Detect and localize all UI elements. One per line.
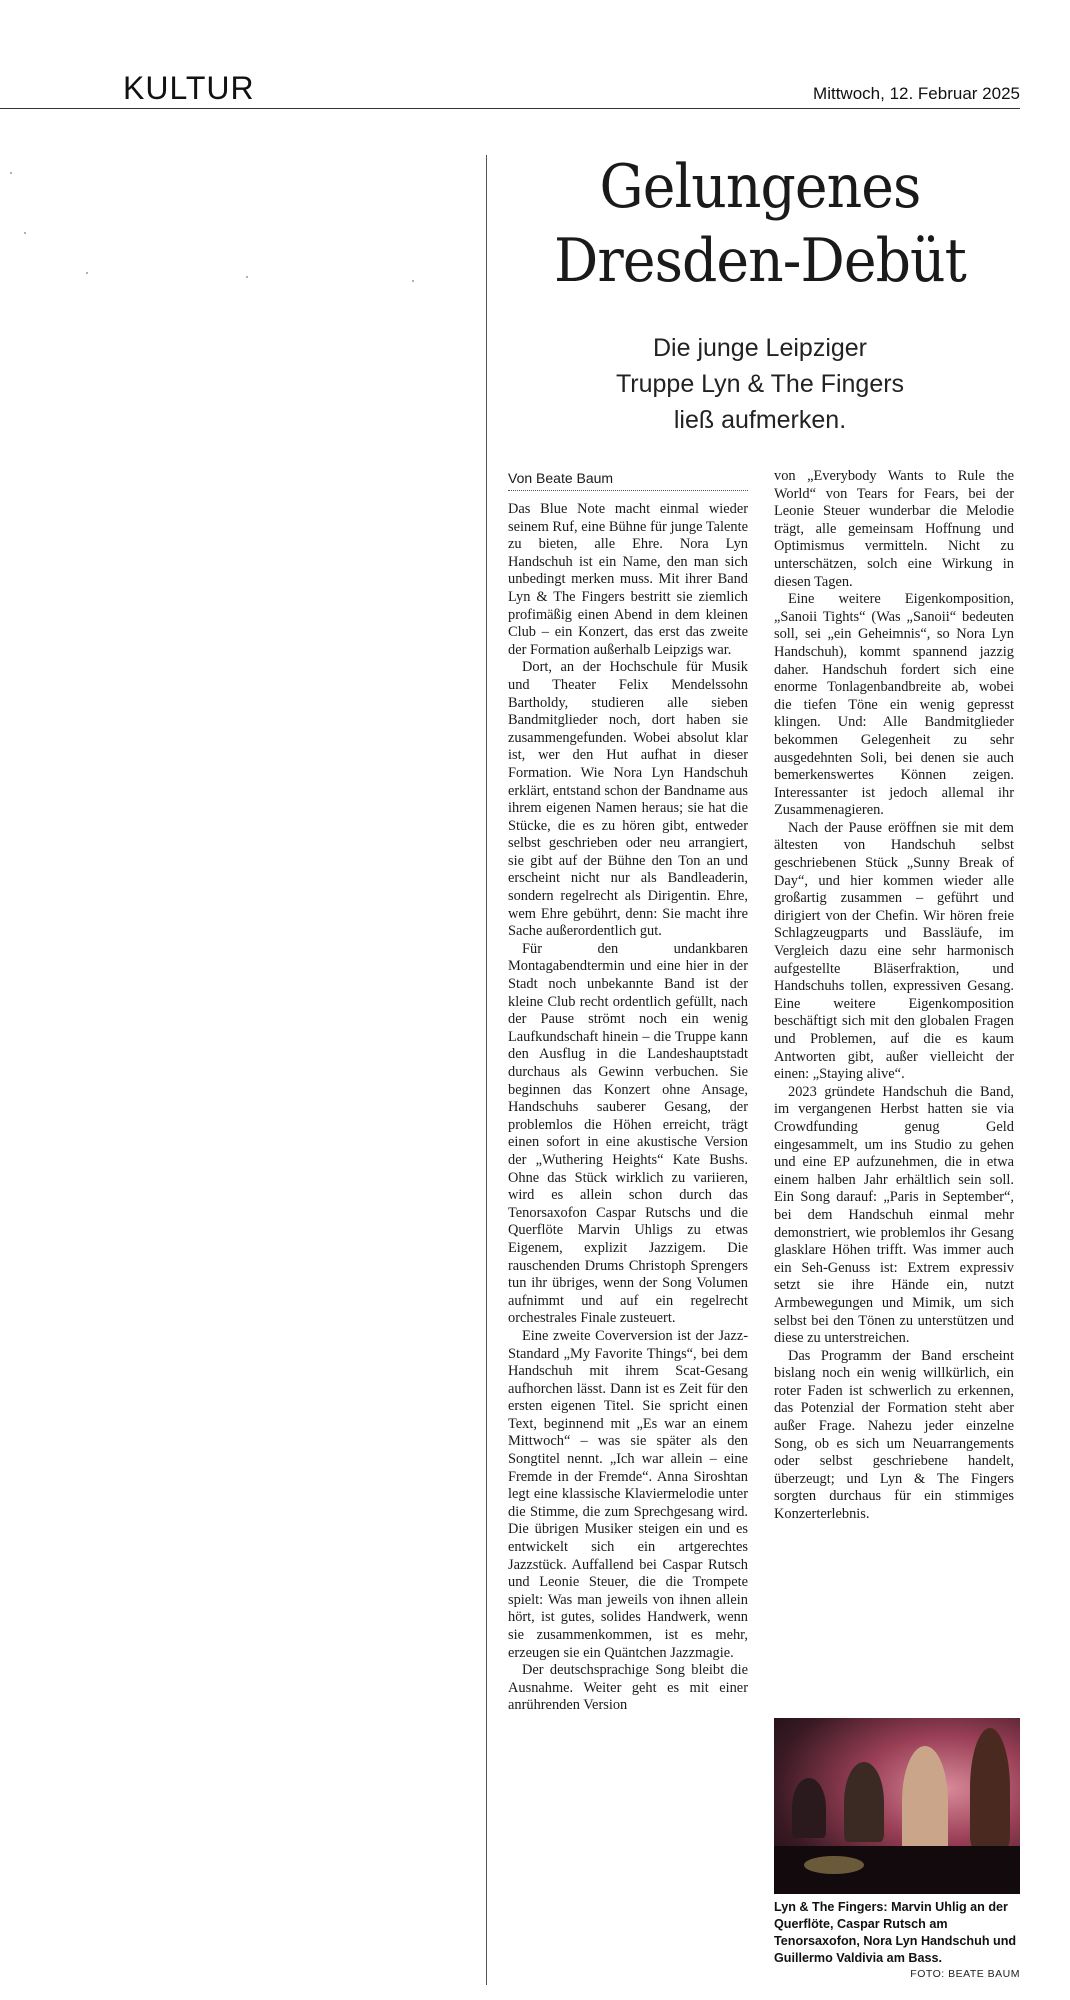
paragraph: Eine zweite Coverversion ist der Jazz-Standard „My Favorite Things“, bei dem Handschuh mit ihrem Scat-Gesang aufhorchen lässt. Dann ist es Zeit für den ersten eigenen Titel. Sie spricht einen Text, beginnend mit „Es war an einem Mittwoch“ – was sie später als den Songtitel nennt. „Ich war allein – eine Fremde in der Fremde“. Anna Siroshtan legt eine klassische Klaviermelodie unter die Stimme, die zum Sprechgesang wird. Die übrigen Musiker steigen ein und es entwickelt sich ein artgerechtes Jazzstück. Auffallend bei Caspar Rutsch und Leonie Steuer, die die Trompete spielt: Was man jeweils von ihnen allein hört, ist gutes, solides Handwerk, wenn sie zusammenkommen, ist es mehr, erzeugen sie ein Quäntchen Jazzmagie. — [508, 1327, 748, 1661]
subhead-line-1: Die junge Leipziger — [652, 334, 868, 362]
section-name: KULTUR — [123, 70, 255, 106]
column-divider — [486, 155, 487, 1985]
issue-date: Mittwoch, 12. Februar 2025 — [813, 84, 1020, 103]
scan-speck — [246, 276, 248, 278]
photo-caption: Lyn & The Fingers: Marvin Uhlig an der Querflöte, Caspar Rutsch am Tenorsaxofon, Nora Lyn Handschuh und Guillermo Valdivia am Bass. — [774, 1900, 1017, 1965]
subhead-line-3: ließ aufmerken. — [673, 406, 847, 434]
paragraph: Das Programm der Band erscheint bislang noch ein wenig willkürlich, ein roter Faden ist schwerlich zu erkennen, das Potenzial der Formation steht aber außer Frage. Nahezu jeder einzelne Song, ob es sich um Neuarrangements oder selbst geschriebene handelt, überzeugt; und Lyn & The Fingers sorgten durchaus für ein stimmiges Konzerterlebnis. — [774, 1347, 1014, 1523]
musician-silhouette — [792, 1778, 826, 1838]
paragraph: Eine weitere Eigenkomposition, „Sanoii Tights“ (Was „Sanoii“ bedeuten soll, sei „ein Geheimnis“, so Nora Lyn Handschuh), kommt spannend jazzig daher. Handschuh fordert sich eine enorme Tonlagenbandbreite ab, wobei die tiefen Töne ein wenig gepresst klingen. Und: Alle Bandmitglieder bekommen Gelegenheit zu sehr ausgedehnten Soli, bei denen sie auch bemerkenswertes Können zeigen. Interessanter ist jedoch allemal ihr Zusammenagieren. — [774, 591, 1014, 819]
article-column-2 — [774, 468, 1014, 1524]
headline-line-2: Dresden-Debüt — [554, 226, 966, 296]
paragraph: von „Everybody Wants to Rule the World“ von Tears for Fears, bei der Leonie Steuer wunderbar die Melodie trägt, alle gemeinsam Hoffnung und Optimismus vermitteln. Nicht zu unterschätzen, solch eine Wirkung in diesen Tagen. — [774, 468, 1014, 590]
byline: Von Beate Baum — [508, 468, 748, 491]
paragraph: Das Blue Note macht einmal wieder seinem Ruf, eine Bühne für junge Talente zu bieten, alle Ehre. Nora Lyn Handschuh ist ein Name, den man sich unbedingt merken muss. Mit ihrer Band Lyn & The Fingers bestritt sie ziemlich profimäßig einen Abend in dem kleinen Club – ein Konzert, das erst das zweite der Formation außerhalb Leipzigs war. — [508, 501, 748, 658]
concert-photo — [774, 1718, 1020, 1894]
photo-credit: FOTO: BEATE BAUM — [910, 1968, 1020, 1980]
scan-speck — [412, 280, 414, 282]
paragraph: Der deutschsprachige Song bleibt die Ausnahme. Weiter geht es mit einer anrührenden Version — [508, 1662, 748, 1714]
article-headline — [521, 150, 999, 298]
headline-line-1: Gelungenes — [599, 152, 921, 222]
paragraph: Dort, an der Hochschule für Musik und Theater Felix Mendelssohn Bartholdy, studieren alle sieben Bandmitglieder noch, dort haben sie zusammengefunden. Wobei absolut klar ist, wer den Hut aufhat in dieser Formation. Wie Nora Lyn Handschuh erklärt, entstand schon der Bandname aus ihrem eigenen Namen heraus; sie hat die Stücke, die es zu hören gibt, entweder selbst geschrieben oder neu arrangiert, sie gibt auf der Bühne den Ton an und erscheint nicht nur als Bandleaderin, sondern regelrecht als Dirigentin. Ehre, wem Ehre gebührt, denn: Sie macht ihre Sache außerordentlich gut. — [508, 659, 748, 940]
musician-silhouette — [844, 1762, 884, 1842]
drum-kit — [804, 1856, 864, 1874]
article-column-1 — [508, 468, 748, 1715]
scan-speck — [10, 172, 12, 174]
subhead-line-2: Truppe Lyn & The Fingers — [615, 370, 905, 398]
header-divider — [0, 108, 1020, 109]
paragraph: Nach der Pause eröffnen sie mit dem ältesten von Handschuh selbst geschriebenen Stück „Sunny Break of Day“, und hier kommen wieder alle großartig zusammen – geführt und dirigiert von der Chefin. Wir hören freie Schlagzeugparts und Bassläufe, im Vergleich dazu eine sehr harmonisch aufgestellte Bläserfraktion, und Handschuhs tollen, expressiven Gesang. Eine weitere Eigenkomposition beschäftigt sich mit den globalen Fragen und Problemen, auf die es kaum Antworten gibt, außer vielleicht der einen: „Staying alive“. — [774, 819, 1014, 1083]
bass-silhouette — [970, 1728, 1010, 1848]
paragraph: 2023 gründete Handschuh die Band, im vergangenen Herbst hatten sie via Crowdfunding genug Geld eingesammelt, um ins Studio zu gehen und eine EP aufzunehmen, die in etwa einem halben Jahr erhältlich sein soll. Ein Song darauf: „Paris in September“, bei dem Handschuh einmal mehr demonstriert, wie problemlos ihr Gesang glasklare Höhen trifft. Was immer auch ein Seh-Genuss ist: Extrem expressiv setzt sie ihre Hände ein, nutzt Armbewegungen und Mimik, um sich selbst bei den Tönen zu unterstützen und diese zu unterstreichen. — [774, 1083, 1014, 1347]
paragraph: Für den undankbaren Montagabendtermin und eine hier in der Stadt noch unbekannte Band ist der kleine Club recht ordentlich gefüllt, nach der Pause strömt noch ein wenig Laufkundschaft hinein – die Truppe kann den Ausflug in die Landeshauptstadt durchaus als Gewinn verbuchen. Sie beginnen das Konzert ohne Ansage, Handschuhs sauberer Gesang, der problemlos die Höhen erreicht, trägt einen sofort in eine akustische Version der „Wuthering Heights“ Kate Bushs. Ohne das Stück wirklich zu variieren, wird es allein schon durch das Tenorsaxofon Caspar Rutschs und die Querflöte Marvin Uhligs zu etwas Eigenem, explizit Jazzigem. Die rauschenden Drums Christoph Sprengers tun ihr übriges, wenn der Song Volumen aufnimmt und auf ein regelrecht orchestrales Finale zusteuert. — [508, 940, 748, 1327]
singer-silhouette — [902, 1746, 948, 1856]
scan-speck — [86, 272, 88, 274]
article-subheadline — [560, 330, 960, 438]
scan-speck — [24, 232, 26, 234]
